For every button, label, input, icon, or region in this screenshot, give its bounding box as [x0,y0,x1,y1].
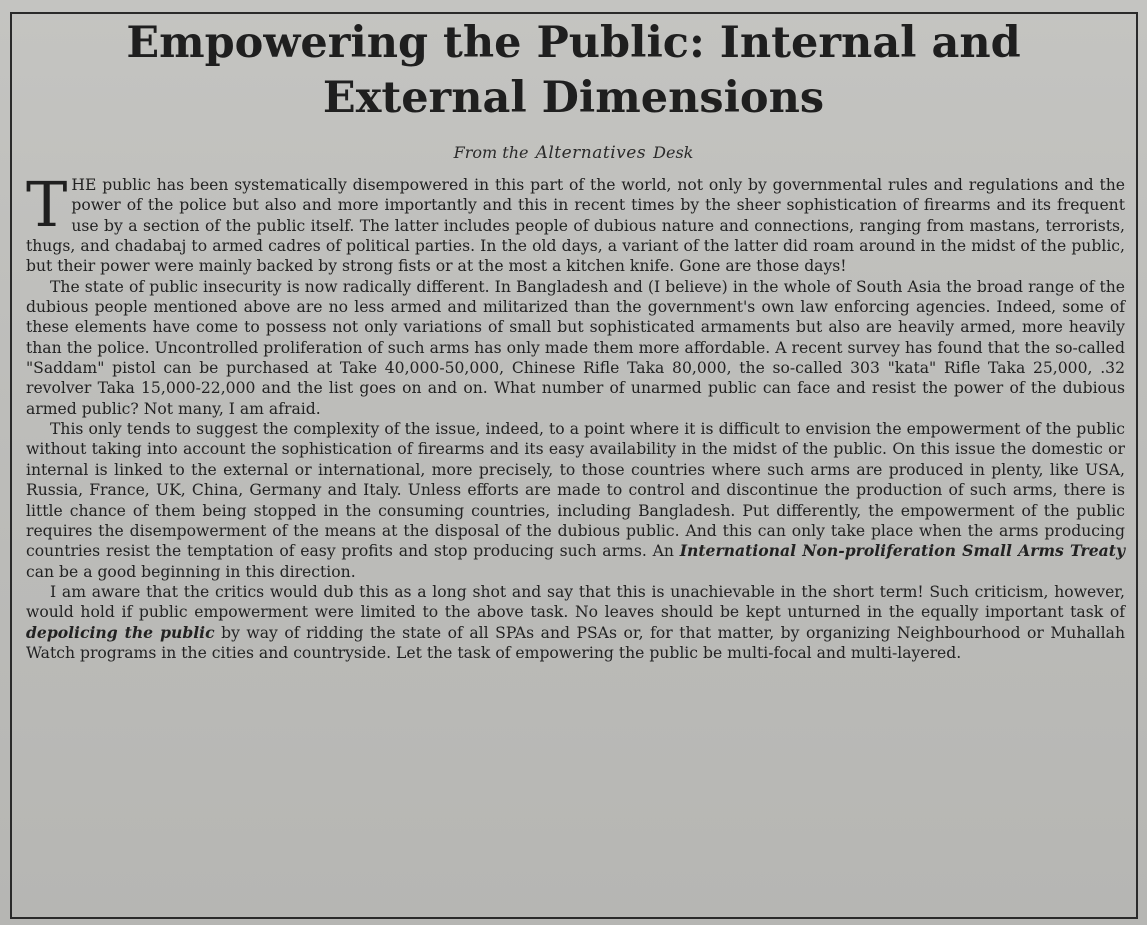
treaty-emphasis: International Non-proliferation Small Arms Treaty [679,541,1125,561]
paragraph-3-tail: can be a good beginning in this direction. [26,562,356,581]
title-line-1: Empowering the Public: Internal and [126,18,1021,68]
paragraph-3 [26,419,1125,582]
paragraph-4 [26,582,1125,663]
paragraph-1 [26,168,1125,277]
article-title [0,16,1147,126]
paragraph-2: The state of public insecurity is now radically different. In Bangladesh and (I believe) in the whole of South Asia the broad range of the dubious people mentioned above are no less armed and militarized than the government's own law enforcing agencies. Indeed, some of these elements have come to possess not only variations of small but sophisticated armaments but also are heavily armed, more heavily than the police. Uncontrolled proliferation of such arms has only made them more affordable. A recent survey has found that the so-called "Saddam" pistol can be purchased at Take 40,000-50,000, Chinese Rifle Taka 80,000, the so-called 303 "kata" Rifle Taka 25,000, .32 revolver Taka 15,000-22,000 and the list goes on and on. What number of unarmed public can face and resist the power of the dubious armed public? Not many, I am afraid. [26,277,1125,418]
byline [0,142,1147,164]
drop-cap: T [26,168,68,241]
alternatives-logo: Alternatives [535,143,647,163]
article-body [26,168,1125,663]
depolicing-emphasis: depolicing the public [26,622,215,642]
byline-prefix: From the [453,143,529,162]
paragraph-4-tail: by way of ridding the state of all SPAs and PSAs or, for that matter, by organizing Neighbourhood or Muhallah Watch programs in the cities and countryside. Let the task of empowering the public be multi-focal and multi-layered. [26,623,1125,662]
byline-suffix: Desk [653,143,694,162]
paragraph-4-text: I am aware that the critics would dub this as a long shot and say that this is unachievable in the short term! Such criticism, however, would hold if public empowerment were limited to the above task. No leaves should be kept unturned in the equally important task of [26,582,1125,622]
paragraph-1-text: HE public has been systematically disempowered in this part of the world, not only by governmental rules and regulations and the power of the police but also and more importantly and this in recent times by the sheer sophistication of firearms and its frequent use by a section of the public itself. The latter includes people of dubious nature and connections, ranging from mastans, terrorists, thugs, and chadabaj to armed cadres of political parties. In the old days, a variant of the latter did roam around in the midst of the public, but their power were mainly backed by strong fists or at the most a kitchen knife. Gone are those days! [26,176,1125,276]
title-line-2: External Dimensions [322,73,825,123]
paragraph-3-text: This only tends to suggest the complexity of the issue, indeed, to a point where it is difficult to envision the empowerment of the public without taking into account the sophistication of firearms and its easy availability in the midst of the public. On this issue the domestic or internal is linked to the external or international, more precisely, to those countries where such arms are produced in plenty, like USA, Russia, France, UK, China, Germany and Italy. Unless efforts are made to control and discontinue the production of such arms, there is little chance of them being stopped in the consuming countries, including Bangladesh. Put differently, the empowerment of the public requires the disempowerment of the means at the disposal of the dubious public. And this can only take place when the arms producing countries resist the temptation of easy profits and stop producing such arms. An [26,420,1125,561]
